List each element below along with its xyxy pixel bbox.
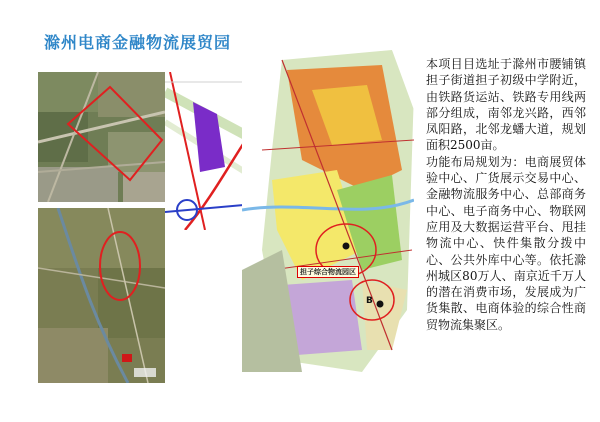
site-label: 担子综合物流园区 (297, 266, 359, 278)
planning-map (242, 50, 414, 372)
satellite-image-bottom (38, 208, 165, 383)
page-title: 滁州电商金融物流展贸园 (44, 33, 232, 52)
description-paragraph-1: 本项目目选址于滁州市腰铺镇担子街道担子初级中学附近，由铁路货运站、铁路专用线两部分组成，南邻龙兴路，西邻凤阳路，北邻龙蟠大道，规划面积2500亩。 (426, 57, 586, 153)
description-paragraph-2: 功能布局规划为：电商展贸体验中心、广货展示交易中心、金融物流服务中心、总部商务中心、电子商务中心、物联网应用及大数据运营平台、甩挂物流中心、快件集散分拨中心、公共外库中心等。依托滁州城区80万人、南京近千万人的潜在消费市场，发展成为广货集散、电商体验的综合性商贸物流集聚区。 (426, 154, 586, 332)
satellite-image-top (38, 72, 165, 202)
description-text (426, 56, 586, 333)
point-b-label: B (366, 296, 373, 306)
